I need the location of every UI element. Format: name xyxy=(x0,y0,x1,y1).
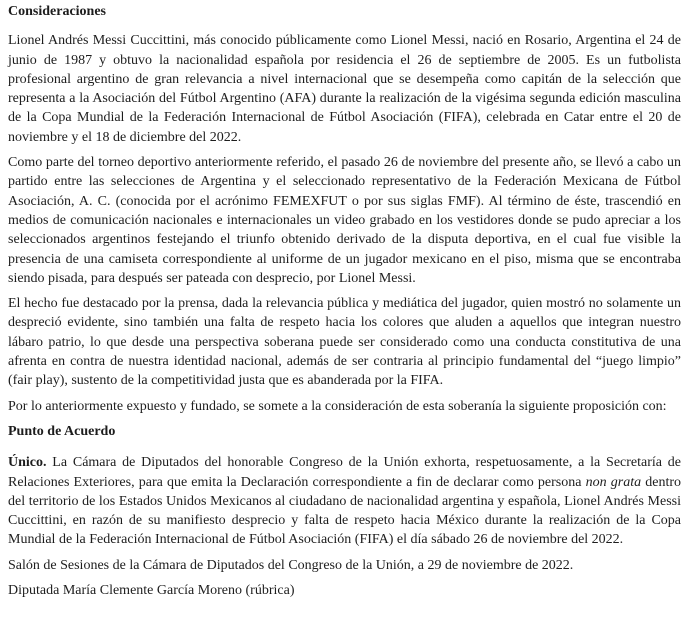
paragraph-punto-unico xyxy=(8,453,681,549)
section-heading-consideraciones: Consideraciones xyxy=(8,4,106,19)
punto-unico-text-after-italic: dentro del territorio de los Estados Unidos Mexicanos al ciudadano de nacionalidad argentina y española, Lionel Andrés Messi Cuccittini, en razón de su manifiesto desprecio y falta de respeto hacia México durante la realización de la Copa Mundial de la Federación Internacional de Fútbol Asociación (FIFA) el día sábado 26 de noviembre del 2022. xyxy=(8,474,681,548)
paragraph-match-incident: Como parte del torneo deportivo anteriormente referido, el pasado 26 de noviembre del presente año, se llevó a cabo un partido entre las selecciones de Argentina y el seleccionado representativo de la Federación Mexicana de Fútbol Asociación, A. C. (conocida por el acrónimo FEMEXFUT o por sus siglas FMF). Al término de éste, trascendió en medios de comunicación nacionales e internacionales un video grabado en los vestidores donde se pudo apreciar a los seleccionados argentinos festejando el triunfo obtenido derivado de la disputa deportiva, en el cual fue visible la presencia de una camiseta correspondiente al uniforme de un jugador mexicano en el piso, misma que se encontraba siendo pisada, para después ser pateada con desprecio, por Lionel Messi. xyxy=(8,155,681,286)
paragraph-closing-place-date: Salón de Sesiones de la Cámara de Diputados del Congreso de la Unión, a 29 de noviembre de 2022. xyxy=(8,557,574,573)
paragraph-signature: Diputada María Clemente García Moreno (rúbrica) xyxy=(8,583,295,599)
paragraph-proposition-intro: Por lo anteriormente expuesto y fundado, se somete a la consideración de esta soberanía la siguiente proposición con: xyxy=(8,398,667,414)
section-heading-punto-de-acuerdo: Punto de Acuerdo xyxy=(8,423,116,439)
punto-unico-lead: Único. xyxy=(8,455,47,471)
punto-unico-non-grata: non grata xyxy=(585,474,642,490)
paragraph-bio: Lionel Andrés Messi Cuccittini, más conocido públicamente como Lionel Messi, nació en Rosario, Argentina el 24 de junio de 1987 y obtuvo la nacionalidad española por residencia el 26 de septiembre de 2005. Es un futbolista profesional argentino de gran relevancia a nivel internacional que se desempeña como capitán de la selección que representa a la Asociación del Fútbol Argentino (AFA) durante la realización de la vigésima segunda edición masculina de la Copa Mundial de la Federación Internacional de Fútbol Asociación (FIFA), celebrada en Catar entre el 20 de noviembre y el 18 de diciembre del 2022. xyxy=(8,33,681,145)
paragraph-press-reaction: El hecho fue destacado por la prensa, dada la relevancia pública y mediática del jugador, quien mostró no solamente un despreció evidente, sino también una falta de respeto hacia los colores que aluden a aquellos que integran nuestro lábaro patrio, lo que desde una perspectiva soberana puede ser considerado como una conducta constitutiva de una afrenta en contra de nuestra identidad nacional, además de ser contraria al principio fundamental del “juego limpio” (fair play), sustento de la competitividad justa que es abanderada por la FIFA. xyxy=(8,296,681,389)
punto-unico-text-before-italic: La Cámara de Diputados del honorable Congreso de la Unión exhorta, respetuosamente, a la Secretaría de Relaciones Exteriores, para que emita la Declaración correspondiente a fin de declarar como persona xyxy=(8,455,681,490)
